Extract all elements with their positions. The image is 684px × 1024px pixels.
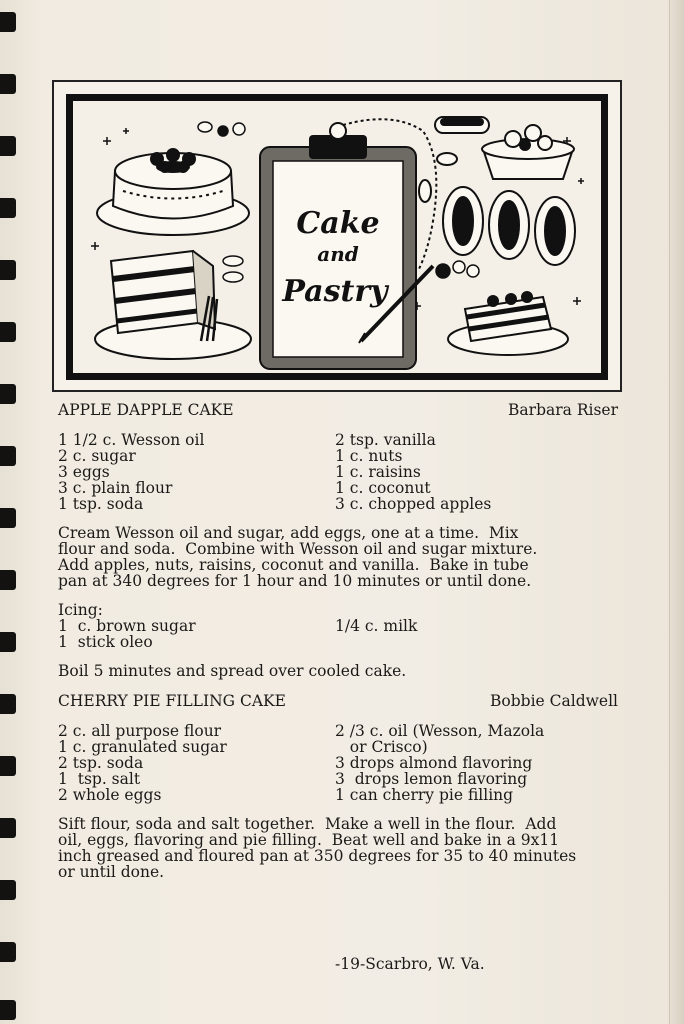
- direction-line: flour and soda. Combine with Wesson oil and sugar mixture.: [58, 540, 538, 558]
- recipe-header-2: [58, 693, 618, 709]
- direction-line: Add apples, nuts, raisins, coconut and vanilla. Bake in tube: [58, 556, 529, 574]
- direction-line: inch greased and floured pan at 350 degrees for 35 to 40 minutes: [58, 847, 577, 865]
- ingredient-item: 3 drops lemon flavoring: [335, 770, 528, 788]
- ingredient-item: 1 c. coconut: [335, 479, 431, 497]
- ingredient-item: 2 tsp. soda: [58, 754, 144, 772]
- header-illustration: [52, 80, 622, 392]
- recipe-content: [58, 402, 618, 880]
- petit-four-icon: [448, 292, 568, 355]
- page-edge: [669, 0, 684, 1024]
- candy-decoration: [436, 261, 479, 278]
- ingredient-item: 2 c. all purpose flour: [58, 722, 222, 740]
- direction-line: Sift flour, soda and salt together. Make a well in the flour. Add: [58, 815, 557, 833]
- ingredient-item: 1 stick oleo: [58, 633, 153, 651]
- ingredient-item: 1 c. granulated sugar: [58, 738, 227, 756]
- direction-line: Cream Wesson oil and sugar, add eggs, one at a time. Mix: [58, 524, 519, 542]
- recipe-author: Barbara Riser: [508, 401, 618, 419]
- ingredients-list: [58, 723, 618, 803]
- ingredient-item: 1 c. raisins: [335, 463, 421, 481]
- recipe-header-1: [58, 402, 618, 418]
- direction-line: or until done.: [58, 863, 165, 881]
- ingredient-item: 1/4 c. milk: [335, 617, 418, 635]
- ingredients-list: [58, 432, 618, 512]
- ingredient-item: 3 c. chopped apples: [335, 495, 492, 513]
- illustration-title-and: and: [317, 242, 359, 266]
- ingredient-item: 1 c. brown sugar: [58, 617, 196, 635]
- direction-line: pan at 340 degrees for 1 hour and 10 minutes or until done.: [58, 572, 532, 590]
- recipe-title: CHERRY PIE FILLING CAKE: [58, 692, 286, 710]
- ingredient-item: 2 tsp. vanilla: [335, 431, 436, 449]
- recipe-directions: [58, 816, 618, 880]
- ingredient-item: 1 c. nuts: [335, 447, 403, 465]
- illustration-title-cake: Cake: [296, 206, 380, 241]
- direction-line: Boil 5 minutes and spread over cooled cake.: [58, 662, 407, 680]
- cake-and-pastry-illustration: [73, 101, 601, 373]
- ingredient-item: 1 tsp. salt: [58, 770, 141, 788]
- ingredient-item: 3 drops almond flavoring: [335, 754, 533, 772]
- bundt-cake-icon: [97, 149, 249, 235]
- layer-cake-icon: [95, 251, 251, 359]
- tart-icon: [482, 125, 574, 179]
- ingredient-item: 2 c. sugar: [58, 447, 136, 465]
- ingredient-item: 3 c. plain flour: [58, 479, 173, 497]
- illustration-title-pastry: Pastry: [282, 274, 388, 309]
- ingredient-item: 2 /3 c. oil (Wesson, Mazola: [335, 722, 545, 740]
- page-footer: -19-Scarbro, W. Va.: [335, 955, 485, 973]
- icing-directions: [58, 663, 618, 679]
- ingredient-item: 1 tsp. soda: [58, 495, 144, 513]
- eclair-icon: [435, 117, 489, 133]
- ingredient-item: 3 eggs: [58, 463, 110, 481]
- recipe-author: Bobbie Caldwell: [490, 692, 618, 710]
- recipe-title: APPLE DAPPLE CAKE: [58, 401, 234, 419]
- icing-label: Icing:: [58, 601, 103, 619]
- icing-section: [58, 602, 618, 650]
- ingredient-item: 1 can cherry pie filling: [335, 786, 514, 804]
- recipe-directions: [58, 525, 618, 589]
- ingredient-item: 2 whole eggs: [58, 786, 162, 804]
- spiral-binding: [0, 0, 22, 1024]
- direction-line: oil, eggs, flavoring and pie filling. Beat well and bake in a 9x11: [58, 831, 560, 849]
- ingredient-item: 1 1/2 c. Wesson oil: [58, 431, 205, 449]
- ingredient-item: or Crisco): [335, 738, 428, 756]
